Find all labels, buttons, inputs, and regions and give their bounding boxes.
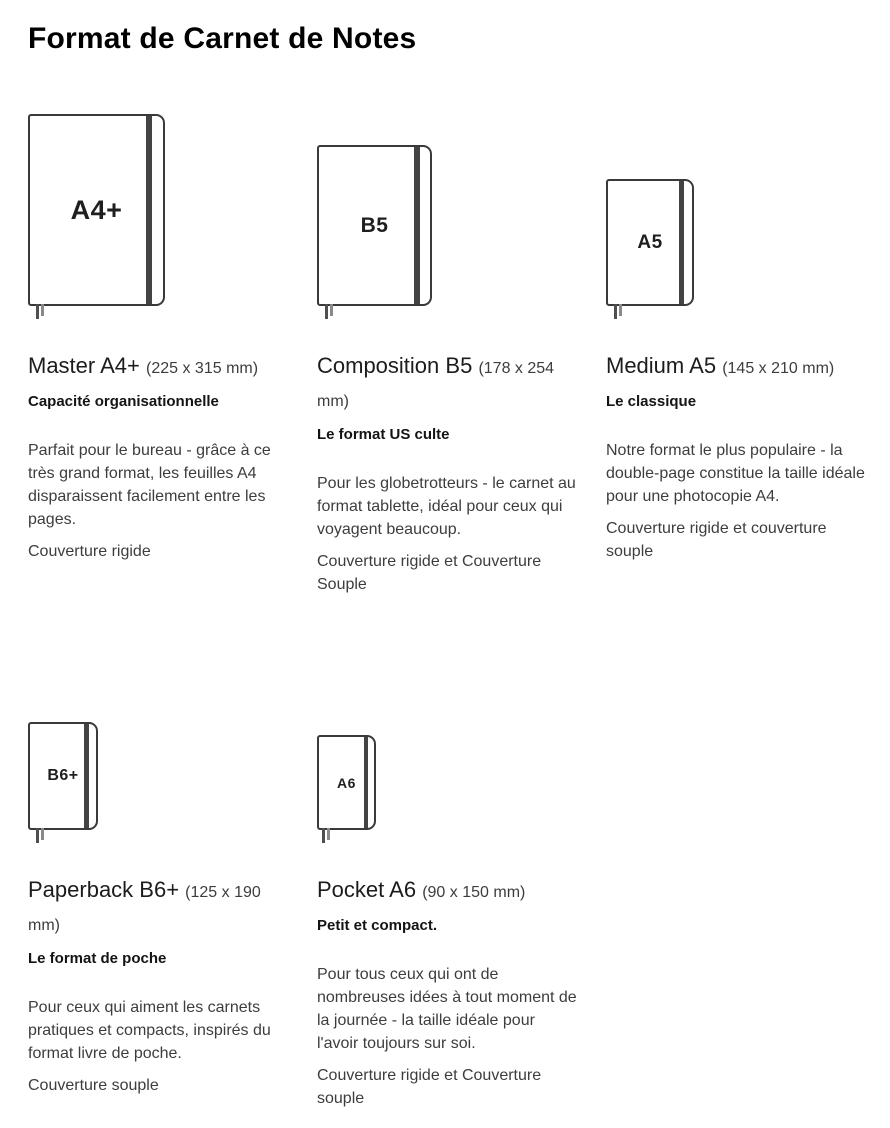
bookmark-ribbon xyxy=(327,828,330,840)
notebook-card-medium-a5 xyxy=(606,114,867,563)
bookmark-ribbon xyxy=(325,304,328,319)
notebook-name: Pocket A6 (90 x 150 mm) xyxy=(317,877,526,902)
notebook-description: Pour tous ceux qui ont de nombreuses idées à tout moment de la journée - la taille idéale pour l'avoir toujours sur soi. xyxy=(317,966,577,1052)
notebook-illustration xyxy=(606,114,867,306)
notebook-description: Pour les globetrotteurs - le carnet au format tablette, idéal pour ceux qui voyagent beaucoup. xyxy=(317,475,576,538)
notebook-illustration xyxy=(28,114,289,306)
notebook-illustration xyxy=(28,717,289,830)
notebook-name: Paperback B6+ (125 x 190 mm) xyxy=(28,877,261,934)
notebook-cover-options: Couverture rigide et couverture souple xyxy=(606,520,827,560)
notebook-card-composition-b5 xyxy=(317,114,578,596)
notebook-tagline: Petit et compact. xyxy=(317,917,438,934)
notebook-dimensions: (90 x 150 mm) xyxy=(422,884,526,901)
notebook-size-label: A4+ xyxy=(70,194,123,225)
bookmark-ribbon xyxy=(36,304,39,319)
notebook-cover-options: Couverture rigide et Couverture Souple xyxy=(317,553,542,593)
notebook-cover-a5 xyxy=(606,179,694,306)
notebook-size-label: B6+ xyxy=(47,767,79,784)
notebook-dimensions: (145 x 210 mm) xyxy=(722,360,835,377)
notebook-cover-b5 xyxy=(317,145,432,306)
notebook-card-pocket-a6 xyxy=(317,717,578,1110)
notebook-description: Parfait pour le bureau - grâce à ce très grand format, les feuilles A4 disparaissent facilement entre les pages. xyxy=(28,442,271,528)
notebook-dimensions: (178 x 254 mm) xyxy=(317,360,555,410)
notebook-card-master-a4plus xyxy=(28,114,289,563)
notebook-tagline: Le classique xyxy=(606,393,697,410)
formats-row-1 xyxy=(28,114,865,596)
notebook-dimensions: (125 x 190 mm) xyxy=(28,884,261,934)
notebook-cover-a4plus xyxy=(28,114,165,306)
formats-row-2 xyxy=(28,717,862,1110)
bookmark-ribbon xyxy=(614,304,617,319)
notebook-name: Master A4+ (225 x 315 mm) xyxy=(28,353,259,378)
notebook-size-label: A6 xyxy=(337,774,356,791)
notebook-cover-options: Couverture rigide xyxy=(28,543,151,560)
notebook-size-label: A5 xyxy=(637,231,663,253)
notebook-tagline: Le format de poche xyxy=(28,950,167,967)
notebook-cover-options: Couverture souple xyxy=(28,1077,159,1094)
bookmark-ribbon xyxy=(619,304,622,316)
notebook-tagline: Le format US culte xyxy=(317,426,450,443)
notebook-tagline: Capacité organisationnelle xyxy=(28,393,219,410)
notebook-size-label: B5 xyxy=(360,213,389,237)
bookmark-ribbon xyxy=(36,828,39,843)
notebook-cover-options: Couverture rigide et Couverture souple xyxy=(317,1067,542,1107)
notebook-cover-a6 xyxy=(317,735,376,830)
notebook-card-paperback-b6plus xyxy=(28,717,289,1097)
notebook-dimensions: (225 x 315 mm) xyxy=(146,360,259,377)
notebook-illustration xyxy=(317,717,578,830)
bookmark-ribbon xyxy=(322,828,325,843)
notebook-description: Pour ceux qui aiment les carnets pratiques et compacts, inspirés du format livre de poche. xyxy=(28,999,271,1062)
notebook-name: Composition B5 (178 x 254 mm) xyxy=(317,353,555,410)
notebook-cover-b6plus xyxy=(28,722,98,830)
bookmark-ribbon xyxy=(41,828,44,840)
page-title: Format de Carnet de Notes xyxy=(28,22,417,55)
bookmark-ribbon xyxy=(330,304,333,316)
bookmark-ribbon xyxy=(41,304,44,316)
notebook-description: Notre format le plus populaire - la double-page constitue la taille idéale pour une photocopie A4. xyxy=(606,442,865,505)
notebook-illustration xyxy=(317,114,578,306)
notebook-name: Medium A5 (145 x 210 mm) xyxy=(606,353,835,378)
